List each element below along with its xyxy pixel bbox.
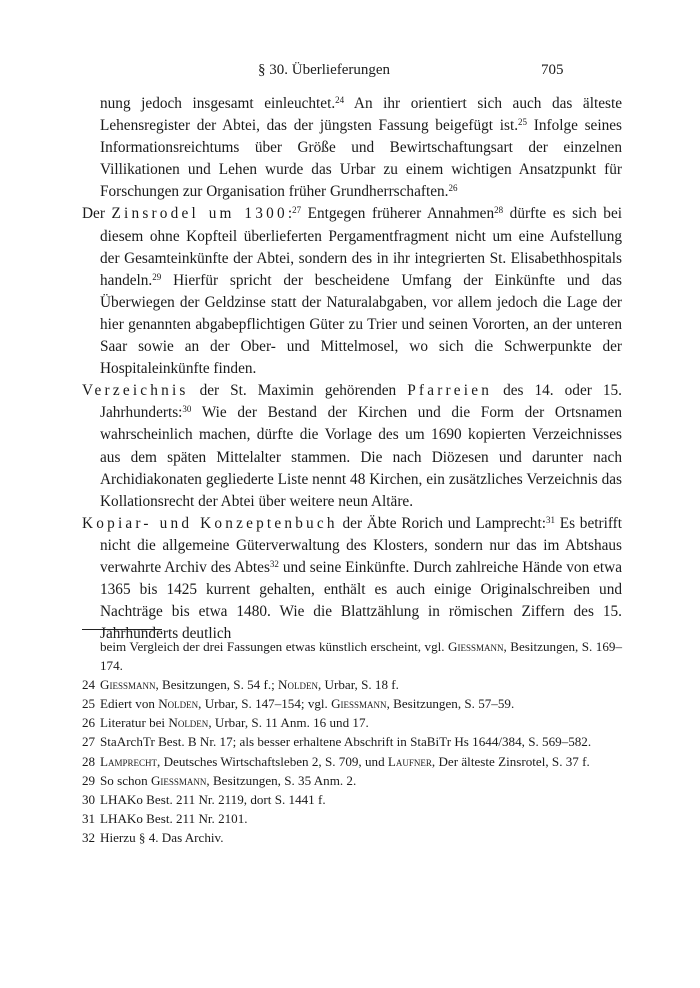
footnote-rule <box>82 629 162 630</box>
footnote-number: 32 <box>82 829 96 845</box>
paragraph-zinsrodel <box>82 203 622 380</box>
text-span: , Besitzungen, S. 35 Anm. 2. <box>206 772 357 788</box>
footnote-number: 25 <box>82 696 96 712</box>
footnote-ref: 29 <box>152 271 162 282</box>
text-span: Wie der Bestand der Kirchen und die Form der Ortsnamen wahrscheinlich machen, dürfte die Vorlage des um 1690 kopierten Verzeichnisses aus dem späten Mittelalter stammen. Die nach Diözesen und darunter nach Archidiakonaten gegliederte Liste nennt 48 Kirchen, ein zusätzliches Verzeichnis das Kollationsrecht der Abtei über weitere neun Altäre. <box>100 404 622 510</box>
footnote-item <box>82 752 622 771</box>
footnote-ref: 28 <box>494 205 504 216</box>
author-name: Nolden <box>168 715 209 731</box>
page-number: 705 <box>541 62 564 78</box>
footnote-ref: 32 <box>269 558 279 569</box>
footnote-number: 27 <box>82 734 96 750</box>
spaced-term: Kopiar- und Konzeptenbuch <box>82 514 338 532</box>
text-span: Hierzu § 4. Das Archiv. <box>100 829 224 845</box>
footnote-ref: 24 <box>335 95 345 105</box>
author-name: Giessmann <box>100 677 156 693</box>
text-span: LHAKo Best. 211 Nr. 2119, dort S. 1441 f. <box>100 791 326 807</box>
text-span: An ihr orientiert sich auch das älteste Lehensregister der Abtei, das der jüngsten Fassung beigefügt ist. <box>100 95 623 135</box>
footnote-item <box>82 809 622 828</box>
paragraph-urbar-continuation <box>82 93 622 203</box>
spaced-term: Pfarreien <box>407 382 493 400</box>
footnote-ref: 25 <box>518 117 528 128</box>
footnote-item <box>82 675 622 694</box>
footnote-item <box>82 713 622 732</box>
text-span: Infolge seines Informationsreichtums über Größe und Bewirtschaftungsart der einzelnen Villikationen und Lehen wurde das Urbar zu einem wichtigen Ansatzpunkt für Forschungen zur Organisation früher Grundherrschaften. <box>100 117 622 201</box>
footnote-number: 26 <box>82 715 96 731</box>
footnote-number: 31 <box>82 810 96 826</box>
text-span: des 14. oder 15. Jahrhunderts: <box>100 382 622 422</box>
text-span: LHAKo Best. 211 Nr. 2101. <box>100 810 248 826</box>
text-span: nung jedoch insgesamt einleuchtet. <box>100 95 336 112</box>
paragraph-kopiar <box>82 513 622 646</box>
text-span: StaArchTr Best. B Nr. 17; als besser erhaltene Abschrift in StaBiTr Hs 1644/384, S. 569–582. <box>100 734 592 750</box>
footnote-ref: 26 <box>448 183 458 194</box>
author-name: Nolden <box>158 696 199 712</box>
paragraph-pfarreien <box>82 380 622 513</box>
text-span: , Urbar, S. 11 Anm. 16 und 17. <box>208 715 369 731</box>
text-span: , Besitzungen, S. 54 f.; <box>155 677 279 693</box>
text-span: dürfte es sich bei diesem ohne Kopfteil überlieferten Pergamentfragment nicht um eine Aufstellung der Gesamteinkünfte der Abtei, sondern des in ihr integrierten St. Elisabethhospitals handeln. <box>100 205 622 289</box>
text-span: , Urbar, S. 147–154; vgl. <box>198 696 332 712</box>
footnote-item <box>82 694 622 713</box>
main-text <box>82 93 622 645</box>
footnote-item <box>82 771 622 790</box>
footnotes <box>82 637 622 847</box>
author-name: Giessmann <box>150 772 207 788</box>
footnote-number: 28 <box>82 753 96 769</box>
text-span: der St. Maximin gehörenden <box>188 382 408 400</box>
footnote-number: 30 <box>82 791 96 807</box>
author-name: Giessmann <box>448 639 504 654</box>
footnote-number: 24 <box>82 677 96 693</box>
footnote-ref: 31 <box>545 514 555 525</box>
footnote-ref: 30 <box>182 404 192 415</box>
footnote-item <box>82 828 622 847</box>
text-span: , Urbar, S. 18 f. <box>317 677 399 693</box>
text-span: beim Vergleich der drei Fassungen etwas künstlich erscheint, vgl. <box>100 639 449 654</box>
text-span: der Äbte Rorich und Lamprecht: <box>337 514 546 532</box>
text-span: : <box>287 205 293 223</box>
footnote-item <box>82 790 622 809</box>
header-title: § 30. Überlieferungen <box>258 62 391 78</box>
text-span: , Besitzungen, S. 169–174. <box>100 639 622 674</box>
author-name: Lamprecht <box>100 753 158 769</box>
text-span: Entgegen früherer Annahmen <box>301 205 495 223</box>
author-name: Laufner <box>387 753 432 769</box>
text-span: Literatur bei <box>100 715 169 731</box>
running-header <box>0 62 700 84</box>
author-name: Giessmann <box>331 696 387 712</box>
text-span: , Besitzungen, S. 57–59. <box>386 696 515 712</box>
footnote-ref: 27 <box>292 205 302 216</box>
text-span: , Der älteste Zinsrotel, S. 37 f. <box>431 753 590 769</box>
author-name: Nolden <box>278 677 318 693</box>
footnote-number: 29 <box>82 772 96 788</box>
text-span: und seine Einkünfte. Durch zahlreiche Hände von etwa 1365 bis 1425 kurrent gehalten, enthält es auch einige Originalschreiben und Nachträge bis etwa 1480. Wie die Blattzählung in römischen Ziffern des 15. Jahrhunderts deutlich <box>100 558 622 643</box>
spaced-term: Zinsrodel um 1300 <box>111 205 288 223</box>
text-span: Hierfür spricht der bescheidene Umfang der Einkünfte und das Überwiegen der Geldzinse statt der Naturalabgaben, vor allem jedoch die Lage der hier genannten abgabepflichtigen Güter zu Trier und seinen Vororten, an der unteren Saar sowie an der Ober- und Mittelmosel, wo sich die Schwerpunkte der Hospitaleinkünfte finden. <box>100 271 622 378</box>
text-span: Der <box>82 205 112 223</box>
text-span: Es betrifft nicht die allgemeine Güterverwaltung des Klosters, sondern nur das im Abtshaus verwahrte Archiv des Abtes <box>100 514 623 576</box>
text-span: So schon <box>100 772 151 788</box>
text-span: Ediert von <box>100 696 159 712</box>
footnote-item <box>82 732 622 751</box>
footnote-continuation <box>82 637 622 675</box>
spaced-term: Verzeichnis <box>82 382 189 400</box>
text-span: , Deutsches Wirtschaftsleben 2, S. 709, und <box>157 753 388 769</box>
